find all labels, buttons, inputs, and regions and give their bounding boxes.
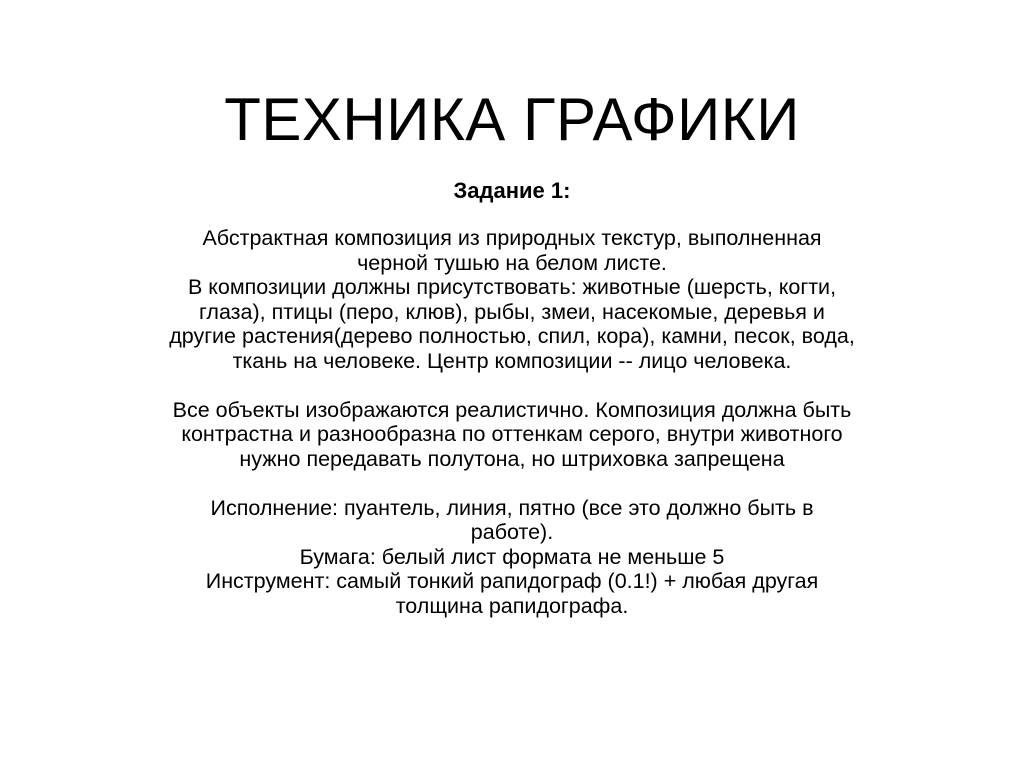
body-line: черной тушью на белом листе. xyxy=(357,250,667,275)
body-line: Бумага: белый лист формата не меньше 5 xyxy=(299,544,725,569)
paragraph-spacer xyxy=(80,373,944,398)
body-line: толщина рапидографа. xyxy=(395,593,629,618)
body-line: глаза), птицы (перо, клюв), рыбы, змеи, насекомые, деревья и xyxy=(199,299,825,324)
body-line: Абстрактная композиция из природных текстур, выполненная xyxy=(202,226,822,250)
slide-body xyxy=(80,226,944,618)
slide-title: ТЕХНИКА ГРАФИКИ xyxy=(224,86,800,153)
body-line: другие растения(дерево полностью, спил, кора), камни, песок, вода, xyxy=(169,324,855,348)
paragraph-execution xyxy=(80,496,944,619)
body-line: В композиции должны присутствовать: животные (шерсть, когти, xyxy=(187,275,837,299)
body-line: ткань на человеке. Центр композиции -- лицо человека. xyxy=(232,348,792,373)
body-line: Все объекты изображаются реалистично. Композиция должна быть xyxy=(172,397,852,422)
body-line: работе). xyxy=(470,520,554,544)
body-line: Исполнение: пуантель, линия, пятно (все это должно быть в xyxy=(210,495,814,520)
body-line: контрастна и разнообразна по оттенкам серого, внутри животного xyxy=(181,422,843,446)
task-heading: Задание 1: xyxy=(453,178,571,203)
paragraph-composition xyxy=(80,226,944,373)
paragraph-spacer xyxy=(80,471,944,496)
paragraph-realism xyxy=(80,398,944,472)
body-line: Инструмент: самый тонкий рапидограф (0.1!) + любая другая xyxy=(205,569,819,593)
body-line: нужно передавать полутона, но штриховка запрещена xyxy=(239,446,785,471)
